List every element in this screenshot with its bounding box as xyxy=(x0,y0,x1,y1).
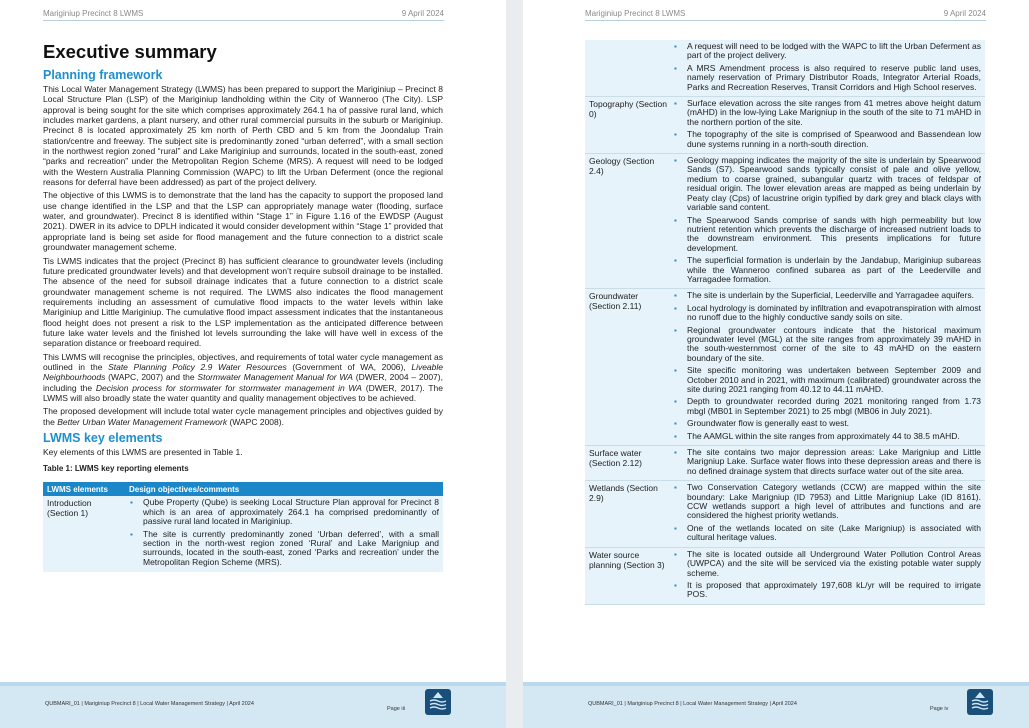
row-label: Topography (Section 0) xyxy=(589,99,667,120)
paragraph: The objective of this LWMS is to demonstrate that the land has the capacity to support the proposed land use change identified in the LSP and that the LSP can appropriately manage water (flooding, surface water, and groundwater). Precinct 8 is identified within “Stage 1” in Figure 1.16 of the EWDSP (August 2021). DWER in its advice to DPLH indicated it would consider development within “Stage 1” provided that appropriate land is being set aside for flood management and the future connection to a district scale groundwater management scheme. xyxy=(43,190,443,253)
bullet-icon: ▪ xyxy=(674,303,677,313)
bullet-list xyxy=(673,550,981,600)
company-logo xyxy=(425,689,451,715)
section-heading-planning: Planning framework xyxy=(43,68,163,82)
bullet-list xyxy=(673,156,981,284)
page-number: Page iv xyxy=(930,706,949,712)
bullet-list xyxy=(673,291,981,441)
bullet-item: ▪ The AAMGL within the site ranges from approximately 44 to 38.5 mAHD. xyxy=(674,430,960,441)
bullet-icon: ▪ xyxy=(674,448,677,458)
table-header-cell: Design objectives/comments xyxy=(125,482,443,496)
section-heading-key-elements: LWMS key elements xyxy=(43,431,163,445)
bullet-icon: ▪ xyxy=(674,397,677,407)
paragraph: The proposed development will include total water cycle management principles and objectives guided by the Better Urban Water Management Framework (WAPC 2008). xyxy=(43,406,443,427)
bullet-icon: ▪ xyxy=(674,42,677,51)
bullet-icon: ▪ xyxy=(674,156,677,166)
bullet-item: ▪ The topography of the site is comprised of Spearwood and Bassendean low dune systems running in a north-south direction. xyxy=(674,129,981,149)
bullet-icon: ▪ xyxy=(674,325,677,335)
bullet-item: ▪ Depth to groundwater recorded during 2021 monitoring ranged from 1.73 mbgl (MB01 in September 2021) to 25 mbgl (MB06 in July 2021). xyxy=(674,396,981,416)
page-footer xyxy=(523,682,1029,728)
key-elements-table xyxy=(43,482,443,572)
table-row xyxy=(585,289,985,446)
paragraph: This LWMS will recognise the principles, objectives, and requirements of total water cycle management as outlined in the State Planning Policy 2.9 Water Resources (Government of WA, 2006), Liveable Neighbourhoods (WAPC, 2007) and the Stormwater Management Manual for WA (DWER, 2004 – 2007), including the Decision process for stormwater for stormwater management in WA (DWER, 2017). The LWMS will also broadly state the water quantity and quality management objectives to be achieved. xyxy=(43,351,444,403)
table-row xyxy=(585,154,985,289)
bullet-item: ▪ The superficial formation is underlain by the Jandabup, Mariginiup subareas while the Wanneroo confined subarea as part of the Leederville and Yarragadee formation. xyxy=(674,255,981,284)
bullet-item: ▪ A request will need to be lodged with the WAPC to lift the Urban Deferment as part of the project delivery. xyxy=(674,41,981,61)
table-row xyxy=(585,446,985,481)
paragraph: This Local Water Management Strategy (LWMS) has been prepared to support the Mariginiup – Precinct 8 Local Structure Plan (LSP) of the Mariginiup landholding within the City of Wanneroo (The City). LSP approval is being sought for the site which comprises approximately 264.1 ha of passive rural land, which includes market gardens, a plant nursery, and other rural commercial pursuits in the suburb or Mariginiup. Precinct 8 is located approximately 25 km north of Perth CBD and 5 km from the Joondalup Train station/centre and freeway. The subject site is predominantly zoned “urban deferred”, with a small section in the northwest region zoned “rural” and Lake Mariginiup and surrounds, located in the south-east, zoned “parks and recreation” under the Metropolitan Region Scheme (MRS). A request will need to be lodged with the Western Australia Planning Commission (WAPC) to lift the Urban Deferment (once the regional reasons for deferral have been addressed) as part of the project delivery. xyxy=(43,84,443,188)
company-logo xyxy=(967,689,993,715)
bullet-icon: ▪ xyxy=(674,291,677,301)
table-row xyxy=(585,97,985,154)
bullet-item: ▪ A MRS Amendment process is also required to reserve public land uses, namely reservation of Primary Distributor Roads, Integrator Arterial Roads, Parks and Recreation Reserves, Transit Corridors and High School reserves. xyxy=(674,62,981,92)
bullet-item: ▪ The site contains two major depression areas: Lake Marigniup and Little Marigniup Lake. Surface water flows into these depression areas and there is no defined drainage system that directs surface water out of the site area. xyxy=(674,447,981,476)
page-title: Executive summary xyxy=(43,41,217,62)
bullet-item: ▪ Local hydrology is dominated by infiltration and evapotranspiration with almost no runoff due to the highly conductive sandy soils on site. xyxy=(674,302,981,323)
bullet-icon: ▪ xyxy=(674,99,677,109)
bullet-list xyxy=(129,498,439,567)
bullet-icon: ▪ xyxy=(130,498,133,508)
table-caption: Table 1: LWMS key reporting elements xyxy=(43,464,189,474)
bullet-icon: ▪ xyxy=(674,431,677,441)
bullet-list xyxy=(673,42,981,92)
footer-text: QUBMARI_01 | Mariginiup Precinct 8 | Local Water Management Strategy | April 2024 xyxy=(45,701,254,707)
bullet-item: ▪ Surface elevation across the site ranges from 41 metres above height datum (mAHD) in the low-lying Lake Marigniup in the south of the site to 71 mAHD in the northern portion of the site. xyxy=(674,98,981,127)
row-label: Wetlands (Section 2.9) xyxy=(589,483,658,504)
key-elements-table-continued xyxy=(585,40,985,605)
row-label xyxy=(585,40,673,96)
header-doc-title: Mariginiup Precinct 8 LWMS xyxy=(43,9,144,18)
bullet-icon: ▪ xyxy=(674,483,677,493)
bullet-icon: ▪ xyxy=(674,256,677,266)
bullet-icon: ▪ xyxy=(674,580,677,590)
paragraph: Tis LWMS indicates that the project (Precinct 8) has sufficient clearance to groundwater levels (including future predicated groundwater levels) and that development won’t require subsoil drainage to be installed. The absence of the need for subsoil drainage indicates that a future connection to a district scale groundwater management scheme is not required. The LWMS also indicates the flood management requirements including an assessment of cumulative flood impacts to the water levels within lake Mariginiup and Little Mariginiup. The cumulative flood impact assessment indicates that the instantaneous flood height does not present a risk to the LSP implementation as the anticipated difference between future lake water levels and the finished lot levels surrounding the lake will have well in excess of the separation distance or freeboard required. xyxy=(43,255,443,349)
page-right xyxy=(523,0,1029,728)
bullet-icon: ▪ xyxy=(674,215,677,225)
bullet-list xyxy=(673,448,981,476)
page-header xyxy=(43,9,444,21)
page-left xyxy=(0,0,506,728)
bullet-item: ▪ The Spearwood Sands comprise of sands with high permeability but low nutrient retention which prevents the discharge of increased nutrient loads to the downstream environment. This presents implications for future development. xyxy=(674,214,981,253)
bullet-item: ▪ The site is currently predominantly zoned ‘Urban deferred’, with a small section in the north-west region zoned ‘Rural’ and Lake Marigniup and surrounds, located in the south-east, zoned ‘Parks and recreation’ under the Metropolitan Region Scheme (MRS). xyxy=(130,528,439,567)
page-footer xyxy=(0,682,506,728)
header-date: 9 April 2024 xyxy=(401,9,444,18)
header-doc-title: Mariginiup Precinct 8 LWMS xyxy=(585,9,686,18)
bullet-item: ▪ It is proposed that approximately 197,608 kL/yr will be required to irrigate POS. xyxy=(674,579,981,600)
bullet-icon: ▪ xyxy=(674,549,677,559)
bullet-list xyxy=(673,99,981,149)
bullet-item: ▪ Qube Property (Qube) is seeking Local Structure Plan approval for Precinct 8 which is an area of approximately 264.1 ha comprised predominantly of passive rural land located in Mariginiup. xyxy=(130,497,439,527)
table-header-cell: LWMS elements xyxy=(43,482,125,496)
section-intro: Key elements of this LWMS are presented in Table 1. xyxy=(43,447,243,457)
row-label: Water source planning (Section 3) xyxy=(589,549,665,570)
bullet-item: ▪ Two Conservation Category wetlands (CCW) are mapped within the site boundary: Lake Marigniup (ID 7953) and Little Marigniup Lake (ID 8161). CCW wetlands support a high level of attributes and functions and are considered the highest priority wetlands. xyxy=(674,482,981,521)
bullet-icon: ▪ xyxy=(130,529,133,539)
row-label: Groundwater (Section 2.11) xyxy=(589,291,642,312)
bullet-icon: ▪ xyxy=(674,366,677,376)
left-content xyxy=(43,40,443,572)
table-row xyxy=(43,496,443,572)
bullet-icon: ▪ xyxy=(674,419,677,429)
row-label: Introduction (Section 1) xyxy=(43,496,125,572)
page-number: Page iii xyxy=(387,706,406,712)
bullet-icon: ▪ xyxy=(674,63,677,73)
page-header xyxy=(585,9,986,21)
footer-text: QUBMARI_01 | Mariginiup Precinct 8 | Local Water Management Strategy | April 2024 xyxy=(588,701,797,707)
row-label: Geology (Section 2.4) xyxy=(589,156,655,177)
row-label: Surface water (Section 2.12) xyxy=(589,448,642,469)
bullet-item: ▪ Site specific monitoring was undertaken between September 2009 and October 2010 and in 2021, with maximum (calibrated) groundwater across the site during 2021 ranging from 40.12 to 44.11 mAHD. xyxy=(674,365,981,394)
bullet-item: ▪ The site is underlain by the Superficial, Leederville and Yarragadee aquifers. xyxy=(674,290,974,301)
header-date: 9 April 2024 xyxy=(943,9,986,18)
bullet-item: ▪ Regional groundwater contours indicate that the historical maximum groundwater level (MGL) at the site ranges from approximately 39 mAHD in the south-westernmost corner of the site to 43 mAHD on the eastern boundary of the site. xyxy=(674,324,981,363)
bullet-item: ▪ Geology mapping indicates the majority of the site is underlain by Spearwood Sands (S7). Spearwood sands typically consist of pale and olive yellow, medium to coarse grained, subangular quartz with traces of feldspar of residual origin. The lower elevation areas are mapped as being underlain by Peaty clay (Cps) of lacustrine origin typified by dark grey and black clays with variable sand content. xyxy=(674,155,981,213)
bullet-icon: ▪ xyxy=(674,523,677,533)
bullet-item: ▪ One of the wetlands located on site (Lake Marigniup) is associated with cultural heritage values. xyxy=(674,522,981,543)
bullet-item: ▪ The site is located outside all Underground Water Pollution Control Areas (UWPCA) and the site will be serviced via the existing potable water supply scheme. xyxy=(674,548,981,578)
bullet-icon: ▪ xyxy=(674,130,677,140)
bullet-item: ▪ Groundwater flow is generally east to west. xyxy=(674,418,850,429)
table-row xyxy=(585,40,985,97)
bullet-list xyxy=(673,483,981,542)
table-row xyxy=(585,548,985,605)
table-row xyxy=(585,481,985,547)
